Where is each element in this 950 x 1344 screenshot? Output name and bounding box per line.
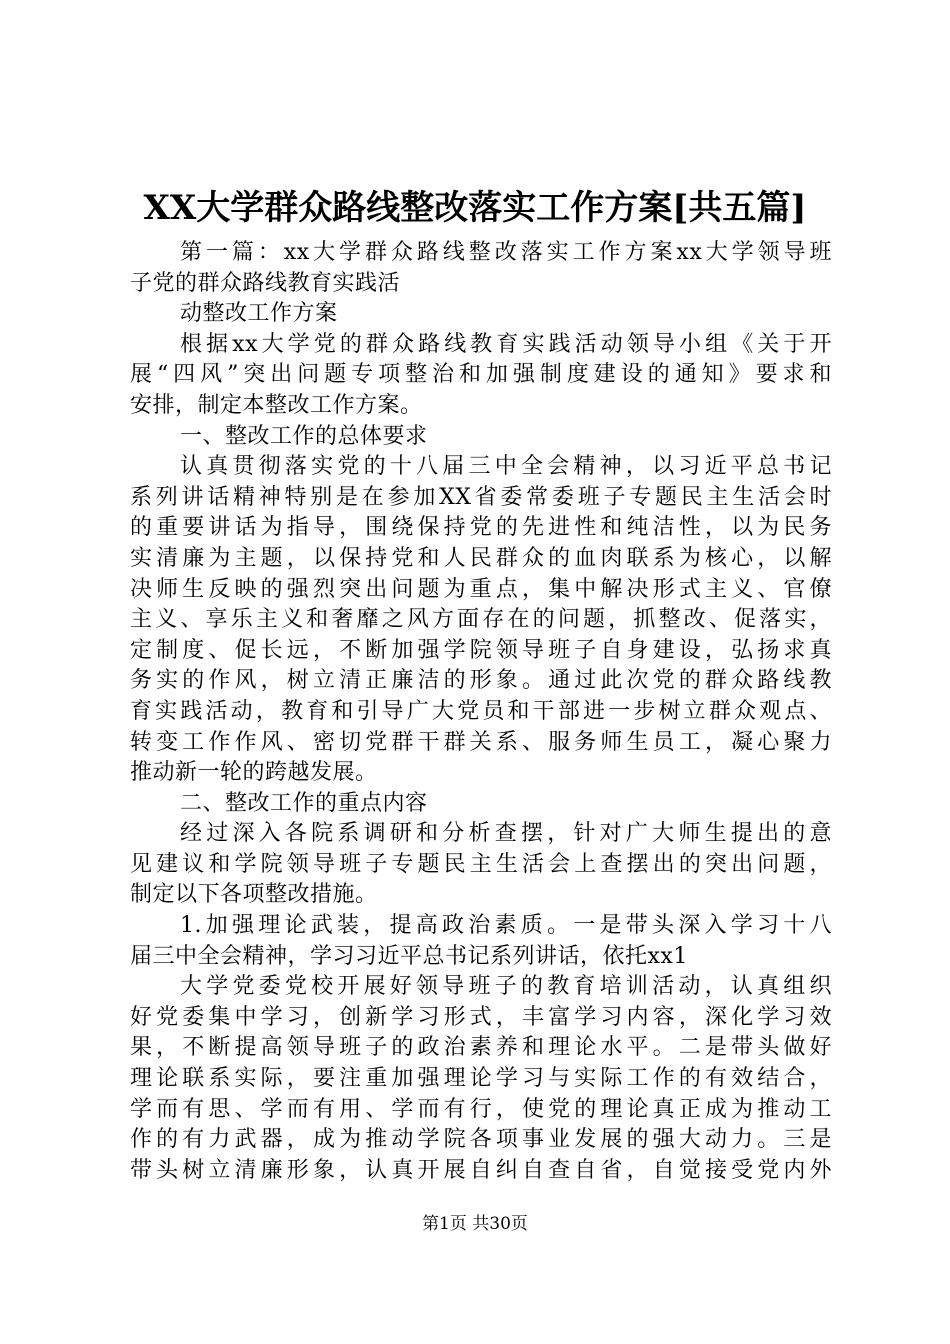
text-line: 务实的作风，树立清正廉洁的形象。通过此次党的群众路线教	[130, 668, 832, 694]
text-line: 届三中全会精神，学习习近平总书记系列讲话，依托xx1	[130, 943, 688, 969]
text-line: 定制度、促长远，不断加强学院领导班子自身建设，弘扬求真	[130, 637, 832, 663]
text-line: 1.加强理论武装，提高政治素质。一是带头深入学习十八	[180, 913, 832, 939]
text-line: 的重要讲话为指导，围绕保持党的先进性和纯洁性，以为民务	[130, 515, 832, 541]
document-body	[130, 238, 832, 1186]
text-line: 决师生反映的强烈突出问题为重点，集中解决形式主义、官僚	[130, 576, 832, 602]
text-line: 大学党委党校开展好领导班子的教育培训活动，认真组织	[180, 974, 832, 1000]
text-line: 好党委集中学习，创新学习形式，丰富学习内容，深化学习效	[130, 1004, 832, 1030]
text-line: 安排，制定本整改工作方案。	[130, 392, 423, 418]
text-line: 实清廉为主题，以保持党和人民群众的血肉联系为核心，以解	[130, 545, 832, 571]
text-line: 果，不断提高领导班子的政治素养和理论水平。二是带头做好	[130, 1035, 832, 1061]
text-line: 根据xx大学党的群众路线教育实践活动领导小组《关于开	[180, 331, 832, 357]
text-line: 制定以下各项整改措施。	[130, 882, 378, 908]
text-line: 系列讲话精神特别是在参加XX省委常委班子专题民主生活会时	[130, 484, 832, 510]
text-line: 带头树立清廉形象，认真开展自纠自查自省，自觉接受党内外	[130, 1157, 832, 1183]
text-line: 作的有力武器，成为推动学院各项事业发展的强大动力。三是	[130, 1127, 832, 1153]
document-title: XX大学群众路线整改落实工作方案[共五篇]	[143, 188, 807, 228]
text-line: 认真贯彻落实党的十八届三中全会精神，以习近平总书记	[180, 454, 832, 480]
text-line: 转变工作作风、密切党群干群关系、服务师生员工，凝心聚力	[130, 729, 832, 755]
text-line: 育实践活动，教育和引导广大党员和干部进一步树立群众观点、	[130, 698, 832, 724]
text-line: 子党的群众路线教育实践活	[130, 270, 401, 296]
text-line: 动整改工作方案	[180, 301, 338, 327]
text-line: 展“四风”突出问题专项整治和加强制度建设的通知》要求和	[130, 362, 832, 388]
text-line: 见建议和学院领导班子专题民主生活会上查摆出的突出问题，	[130, 851, 832, 877]
text-line: 一、整改工作的总体要求	[180, 423, 428, 449]
text-line: 经过深入各院系调研和分析查摆，针对广大师生提出的意	[180, 821, 832, 847]
text-line: 主义、享乐主义和奢靡之风方面存在的问题，抓整改、促落实，	[130, 607, 832, 633]
page-footer: 第1页 共30页	[422, 1214, 528, 1234]
text-line: 推动新一轮的跨越发展。	[130, 760, 378, 786]
text-line: 二、整改工作的重点内容	[180, 790, 428, 816]
text-line: 学而有思、学而有用、学而有行，使党的理论真正成为推动工	[130, 1096, 832, 1122]
text-line: 理论联系实际，要注重加强理论学习与实际工作的有效结合，	[130, 1066, 832, 1092]
text-line: 第一篇：xx大学群众路线整改落实工作方案xx大学领导班	[180, 240, 832, 265]
